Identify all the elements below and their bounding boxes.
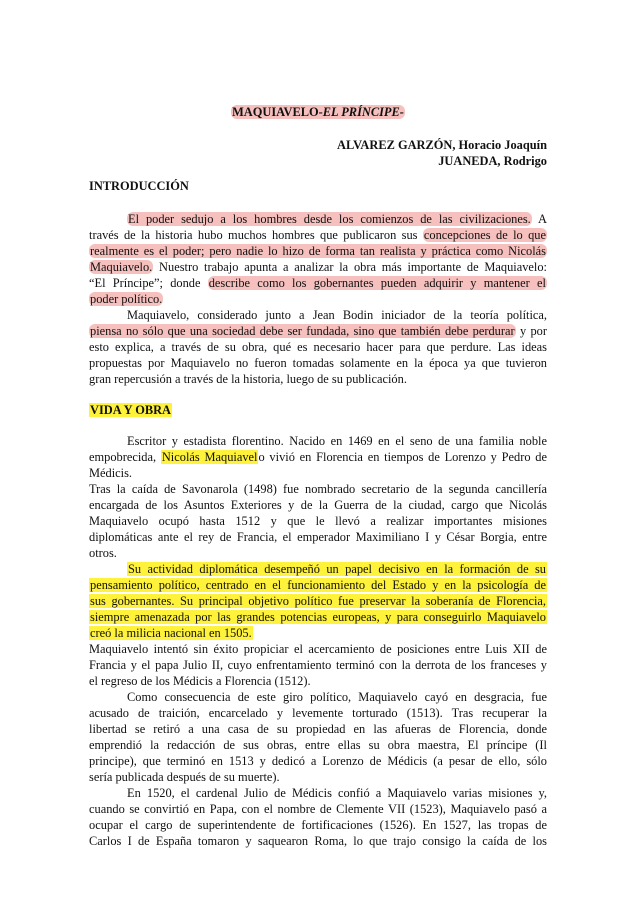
text-line: sería publicada después de su muerte). bbox=[89, 770, 280, 784]
text-line: Maquiavelo. Nuestro trabajo apunta a analizar la obra más importante de Maquiavelo: bbox=[90, 260, 547, 274]
text-line: propuestas por Maquiavelo no fueron tomadas solamente en la época ya que tuvieron bbox=[89, 356, 547, 370]
text-line: cuando se convirtió en Papa, con el nombre de Clemente VII (1523), Maquiavelo pasó a bbox=[89, 802, 547, 816]
text-line: poder político. bbox=[90, 292, 163, 306]
text-line: gran repercusión a través de la historia, luego de su publicación. bbox=[89, 372, 407, 386]
text-line: sus gobernantes. Su principal objetivo político fue preservar la soberanía de Florencia, bbox=[90, 594, 546, 608]
text-line: siempre amenazada por las grandes potencias europeas, y para conseguirlo Maquiavelo bbox=[90, 610, 546, 624]
text-line: En 1520, el cardenal Julio de Médicis confió a Maquiavelo varias misiones y, bbox=[127, 786, 547, 800]
text-line: Como consecuencia de este giro político, Maquiavelo cayó en desgracia, fue bbox=[127, 690, 547, 704]
text-line: otros. bbox=[89, 546, 117, 560]
author-2: JUANEDA, Rodrigo bbox=[438, 154, 547, 168]
text-line: realmente es el poder; pero nadie lo hizo de forma tan realista y práctica como Nicolás bbox=[90, 244, 546, 258]
text-line: pensamiento político, centrado en el funcionamiento del Estado y en la psicología de bbox=[90, 578, 546, 592]
text-line: Maquiavelo ocupó hasta 1512 y que le llevó a realizar importantes misiones bbox=[89, 514, 547, 528]
text-line: Tras la caída de Savonarola (1498) fue nombrado secretario de la segunda cancillería bbox=[89, 482, 547, 496]
text-line: acusado de traición, encarcelado y levemente torturado (1513). Tras recuperar la bbox=[89, 706, 547, 720]
text-line: el regreso de los Médicis a Florencia (1512). bbox=[89, 674, 311, 688]
vida-heading: VIDA Y OBRA bbox=[90, 403, 172, 417]
text-line: Francia y el papa Julio II, cuyo enfrentamiento terminó con la derrota de los franceses y bbox=[89, 658, 547, 672]
text-line: esto explica, a través de su obra, qué es necesario hacer para que perdure. Las ideas bbox=[89, 340, 547, 354]
doc-title bbox=[89, 104, 547, 120]
text-line: diplomáticas ante el rey de Francia, el emperador Maximiliano I y César Borgia, entre bbox=[89, 530, 547, 544]
text-line: Médicis. bbox=[89, 466, 133, 480]
text-line: El poder sedujo a los hombres desde los comienzos de las civilizaciones. A bbox=[128, 212, 547, 226]
text-line: emprendió la redacción de sus obras, entre ellas su obra maestra, El príncipe (Il bbox=[89, 738, 547, 752]
text-line: Carlos I de España tomaron y saquearon Roma, lo que trajo consigo la caída de los bbox=[89, 834, 547, 848]
text-line: ocupar el cargo de superintendente de fortificaciones (1526). En 1527, las tropas de bbox=[89, 818, 547, 832]
text-line: Escritor y estadista florentino. Nacido en 1469 en el seno de una familia noble bbox=[127, 434, 547, 448]
text-line: empobrecida, Nicolás Maquiavelo vivió en Florencia en tiempos de Lorenzo y Pedro de bbox=[89, 450, 547, 464]
text-line: Maquiavelo intentó sin éxito propiciar el acercamiento de posiciones entre Luis XII de bbox=[89, 642, 547, 656]
text-line: libertad se retiró a una casa de su propiedad en las afueras de Florencia, donde bbox=[89, 722, 547, 736]
text-line: Su actividad diplomática desempeñó un papel decisivo en la formación de su bbox=[128, 562, 546, 576]
text-line: principe), que terminó en 1513 y dedicó a Lorenzo de Médicis (a pesar de ello, sólo bbox=[89, 754, 547, 768]
intro-heading: INTRODUCCIÓN bbox=[89, 179, 189, 193]
author-1: ALVAREZ GARZÓN, Horacio Joaquín bbox=[337, 138, 547, 152]
text-line: Maquiavelo, considerado junto a Jean Bodin iniciador de la teoría política, bbox=[127, 308, 547, 322]
title-highlight: MAQUIAVELO-EL PRÍNCIPE- bbox=[232, 105, 404, 119]
text-line: “El Príncipe”; donde describe como los gobernantes pueden adquirir y mantener el bbox=[89, 276, 546, 290]
text-line: creó la milicia nacional en 1505. bbox=[90, 626, 252, 640]
text-line: encargada de los Asuntos Exteriores y de la Guerra de la ciudad, cargo que Nicolás bbox=[89, 498, 547, 512]
text-line: través de la historia hubo muchos hombres que publicaron sus concepciones de lo que bbox=[89, 228, 546, 242]
text-line: piensa no sólo que una sociedad debe ser fundada, sino que también debe perdurar y por bbox=[90, 324, 547, 338]
